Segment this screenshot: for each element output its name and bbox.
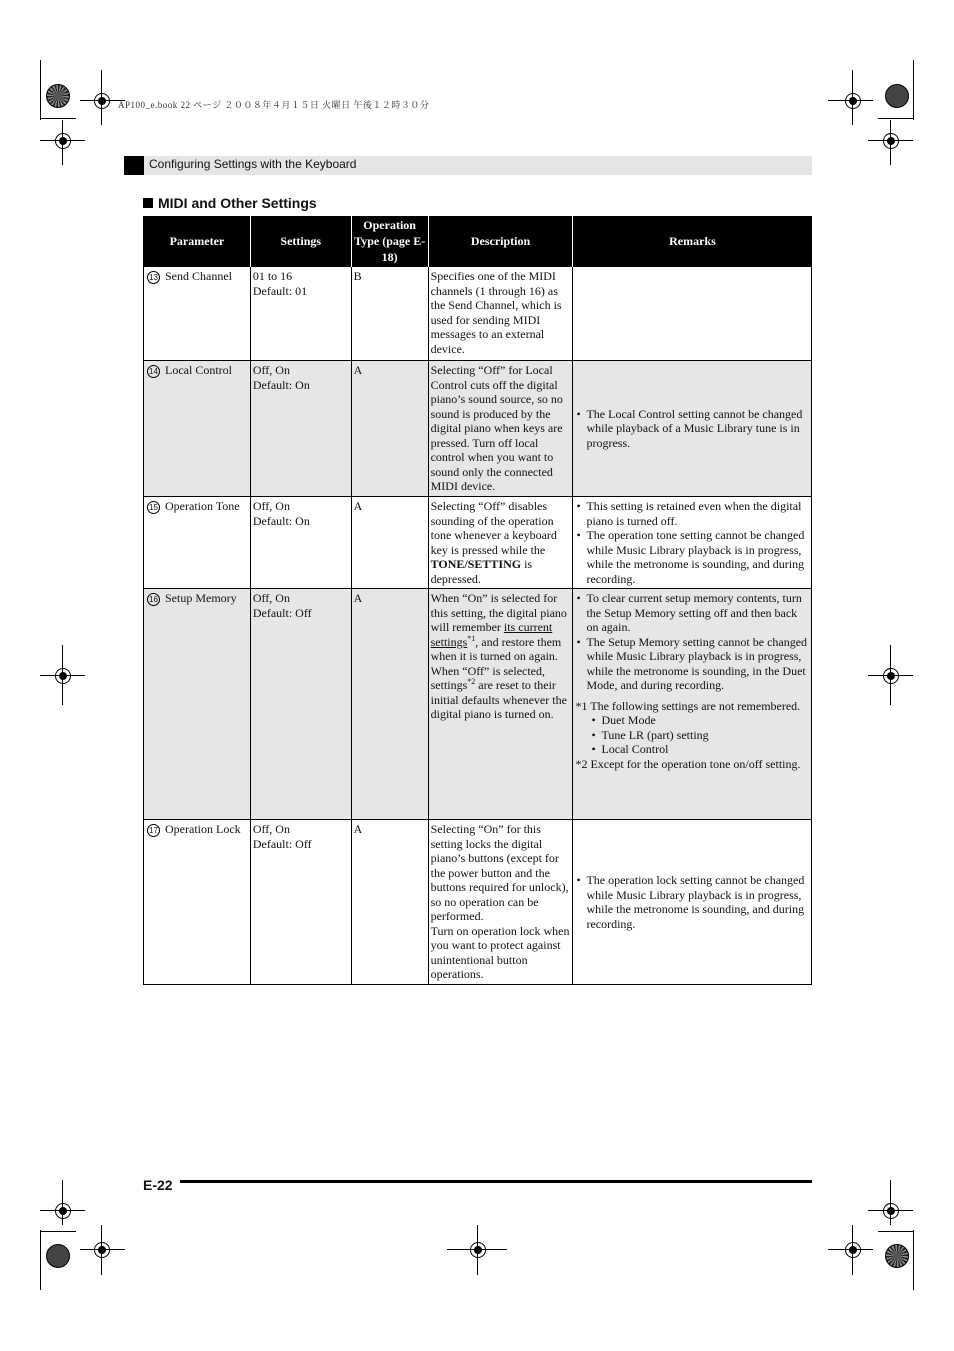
description-cell [428, 820, 573, 985]
table-row [144, 589, 812, 820]
registration-target-icon [845, 1242, 861, 1258]
row-number-badge: 14 [147, 365, 160, 378]
footnote-item: • Local Control [590, 742, 809, 757]
crop-line [913, 1230, 914, 1290]
description-text: Turn on operation lock when you want to protect against unintentional button operations. [430, 923, 570, 981]
section-title: Configuring Settings with the Keyboard [149, 157, 357, 171]
description-cell: Selecting “Off” for Local Control cuts off the digital piano’s sound source, so no sound is produced by the digital piano when keys are pressed. Turn off local control when you want to sound only the connected MIDI device. [428, 361, 573, 497]
registration-target-icon [94, 1242, 110, 1258]
footnote-item: • Duet Mode [590, 713, 809, 728]
registration-target-icon [94, 93, 110, 109]
registration-dial-icon [885, 1244, 909, 1268]
page-number: E-22 [143, 1177, 173, 1193]
crop-line [878, 118, 914, 119]
remarks-cell [573, 589, 812, 820]
parameter-cell [144, 497, 251, 589]
settings-range: Off, On [252, 822, 290, 836]
type-cell: A [351, 589, 428, 820]
registration-target-icon [845, 93, 861, 109]
description-cell: Specifies one of the MIDI channels (1 through 16) as the Send Channel, which is used for sending MIDI messages to an external device. [428, 267, 573, 361]
print-file-info: AP100_e.book 22 ページ ２００８年４月１５日 火曜日 午後１２時３０分 [118, 100, 430, 110]
row-number-badge: 16 [147, 593, 160, 606]
crop-line [40, 60, 41, 120]
row-number-badge: 17 [147, 824, 160, 837]
crop-line [40, 118, 76, 119]
remarks-cell [573, 820, 812, 985]
row-number-badge: 15 [147, 501, 160, 514]
remarks-cell [573, 267, 812, 361]
description-text: Selecting “Off” disables sounding of the operation tone whenever a keyboard key is pressed while the [430, 499, 557, 557]
footnote-item: • Tune LR (part) setting [590, 728, 809, 743]
description-text: are reset to their initial defaults whenever the digital piano is turned on. [430, 678, 567, 721]
settings-cell [250, 497, 351, 589]
settings-default: Default: 01 [252, 283, 308, 298]
crop-line [913, 60, 914, 120]
footnote-2: *2 Except for the operation tone on/off setting. [575, 756, 801, 771]
registration-dial-icon [885, 84, 909, 108]
remarks-cell [573, 361, 812, 497]
table-row [144, 820, 812, 985]
header-operation-type: Operation Type (page E-18) [351, 216, 428, 267]
page-heading [143, 195, 317, 211]
settings-range: Off, On [252, 499, 290, 513]
remark-item: • The operation lock setting cannot be changed while Music Library playback is in progress, while the metronome is sounding, and during recording. [575, 873, 809, 931]
heading-text: MIDI and Other Settings [158, 195, 317, 211]
type-cell: A [351, 361, 428, 497]
footer-rule [180, 1180, 812, 1183]
parameter-name: Operation Lock [165, 822, 241, 836]
parameter-name: Setup Memory [165, 591, 237, 605]
settings-default: Default: Off [252, 605, 312, 620]
footnote-ref: *1 [467, 633, 476, 643]
registration-dial-icon [46, 84, 70, 108]
registration-target-icon [55, 668, 71, 684]
type-cell: B [351, 267, 428, 361]
settings-cell [250, 589, 351, 820]
parameter-cell [144, 361, 251, 497]
description-text: , and restore them when it is turned on again. [430, 634, 562, 663]
header-parameter: Parameter [144, 216, 251, 267]
registration-target-icon [883, 668, 899, 684]
table-row [144, 497, 812, 589]
table-row [144, 361, 812, 497]
settings-cell [250, 820, 351, 985]
crop-line [40, 1230, 41, 1290]
remark-item: • To clear current setup memory contents, turn the Setup Memory setting off and then back on again. [575, 591, 809, 635]
crop-line [878, 1231, 914, 1232]
header-settings: Settings [250, 216, 351, 267]
registration-target-icon [883, 1203, 899, 1219]
settings-default: Default: On [252, 513, 310, 528]
table-row [144, 267, 812, 361]
remark-item: • The Local Control setting cannot be changed while playback of a Music Library tune is in progress. [575, 407, 809, 451]
row-number-badge: 13 [147, 271, 160, 284]
footnote-1: *1 The following settings are not remembered. [575, 698, 801, 713]
type-cell: A [351, 820, 428, 985]
remarks-cell [573, 497, 812, 589]
parameter-cell [144, 267, 251, 361]
settings-range: Off, On [252, 363, 290, 377]
header-remarks: Remarks [573, 216, 812, 267]
table-header-row [144, 216, 812, 267]
parameter-cell [144, 820, 251, 985]
footnote-ref: *2 [467, 677, 476, 686]
description-text: When “Off” is selected, settings [430, 663, 546, 692]
remark-item: • This setting is retained even when the digital piano is turned off. [575, 499, 809, 528]
description-text: When “On” is selected for this setting, the digital piano will remember [430, 591, 567, 634]
header-description: Description [428, 216, 573, 267]
settings-range: Off, On [252, 591, 290, 605]
midi-settings-table [143, 216, 812, 985]
description-cell [428, 497, 573, 589]
registration-dial-icon [46, 1244, 70, 1268]
settings-range: 01 to 16 [252, 269, 293, 283]
registration-target-icon [470, 1242, 486, 1258]
remark-item: • The Setup Memory setting cannot be changed while Music Library playback is in progress, while the metronome is sounding, in the Duet Mode, and during recording. [575, 635, 809, 693]
remark-item: • The operation tone setting cannot be changed while Music Library playback is in progress, while the metronome is sounding, and during recording. [575, 528, 809, 586]
settings-default: Default: Off [252, 836, 312, 851]
underlined-text: its current settings [430, 620, 553, 649]
description-text: Selecting “On” for this setting locks the digital piano’s buttons (except for the power button and the buttons required for unlock), so no operation can be performed. [430, 822, 569, 923]
registration-target-icon [55, 1203, 71, 1219]
parameter-name: Operation Tone [165, 499, 240, 513]
settings-default: Default: On [252, 377, 310, 392]
crop-line [40, 1231, 76, 1232]
square-bullet-icon [143, 198, 153, 208]
settings-cell [250, 267, 351, 361]
type-cell: A [351, 497, 428, 589]
registration-target-icon [883, 133, 899, 149]
registration-target-icon [55, 133, 71, 149]
section-marker-block [124, 156, 144, 175]
parameter-name: Local Control [165, 363, 232, 377]
description-cell [428, 589, 573, 820]
settings-cell [250, 361, 351, 497]
parameter-name: Send Channel [165, 269, 232, 283]
parameter-cell [144, 589, 251, 820]
description-text: is depressed. [430, 557, 533, 586]
button-name: TONE/SETTING [430, 557, 522, 571]
